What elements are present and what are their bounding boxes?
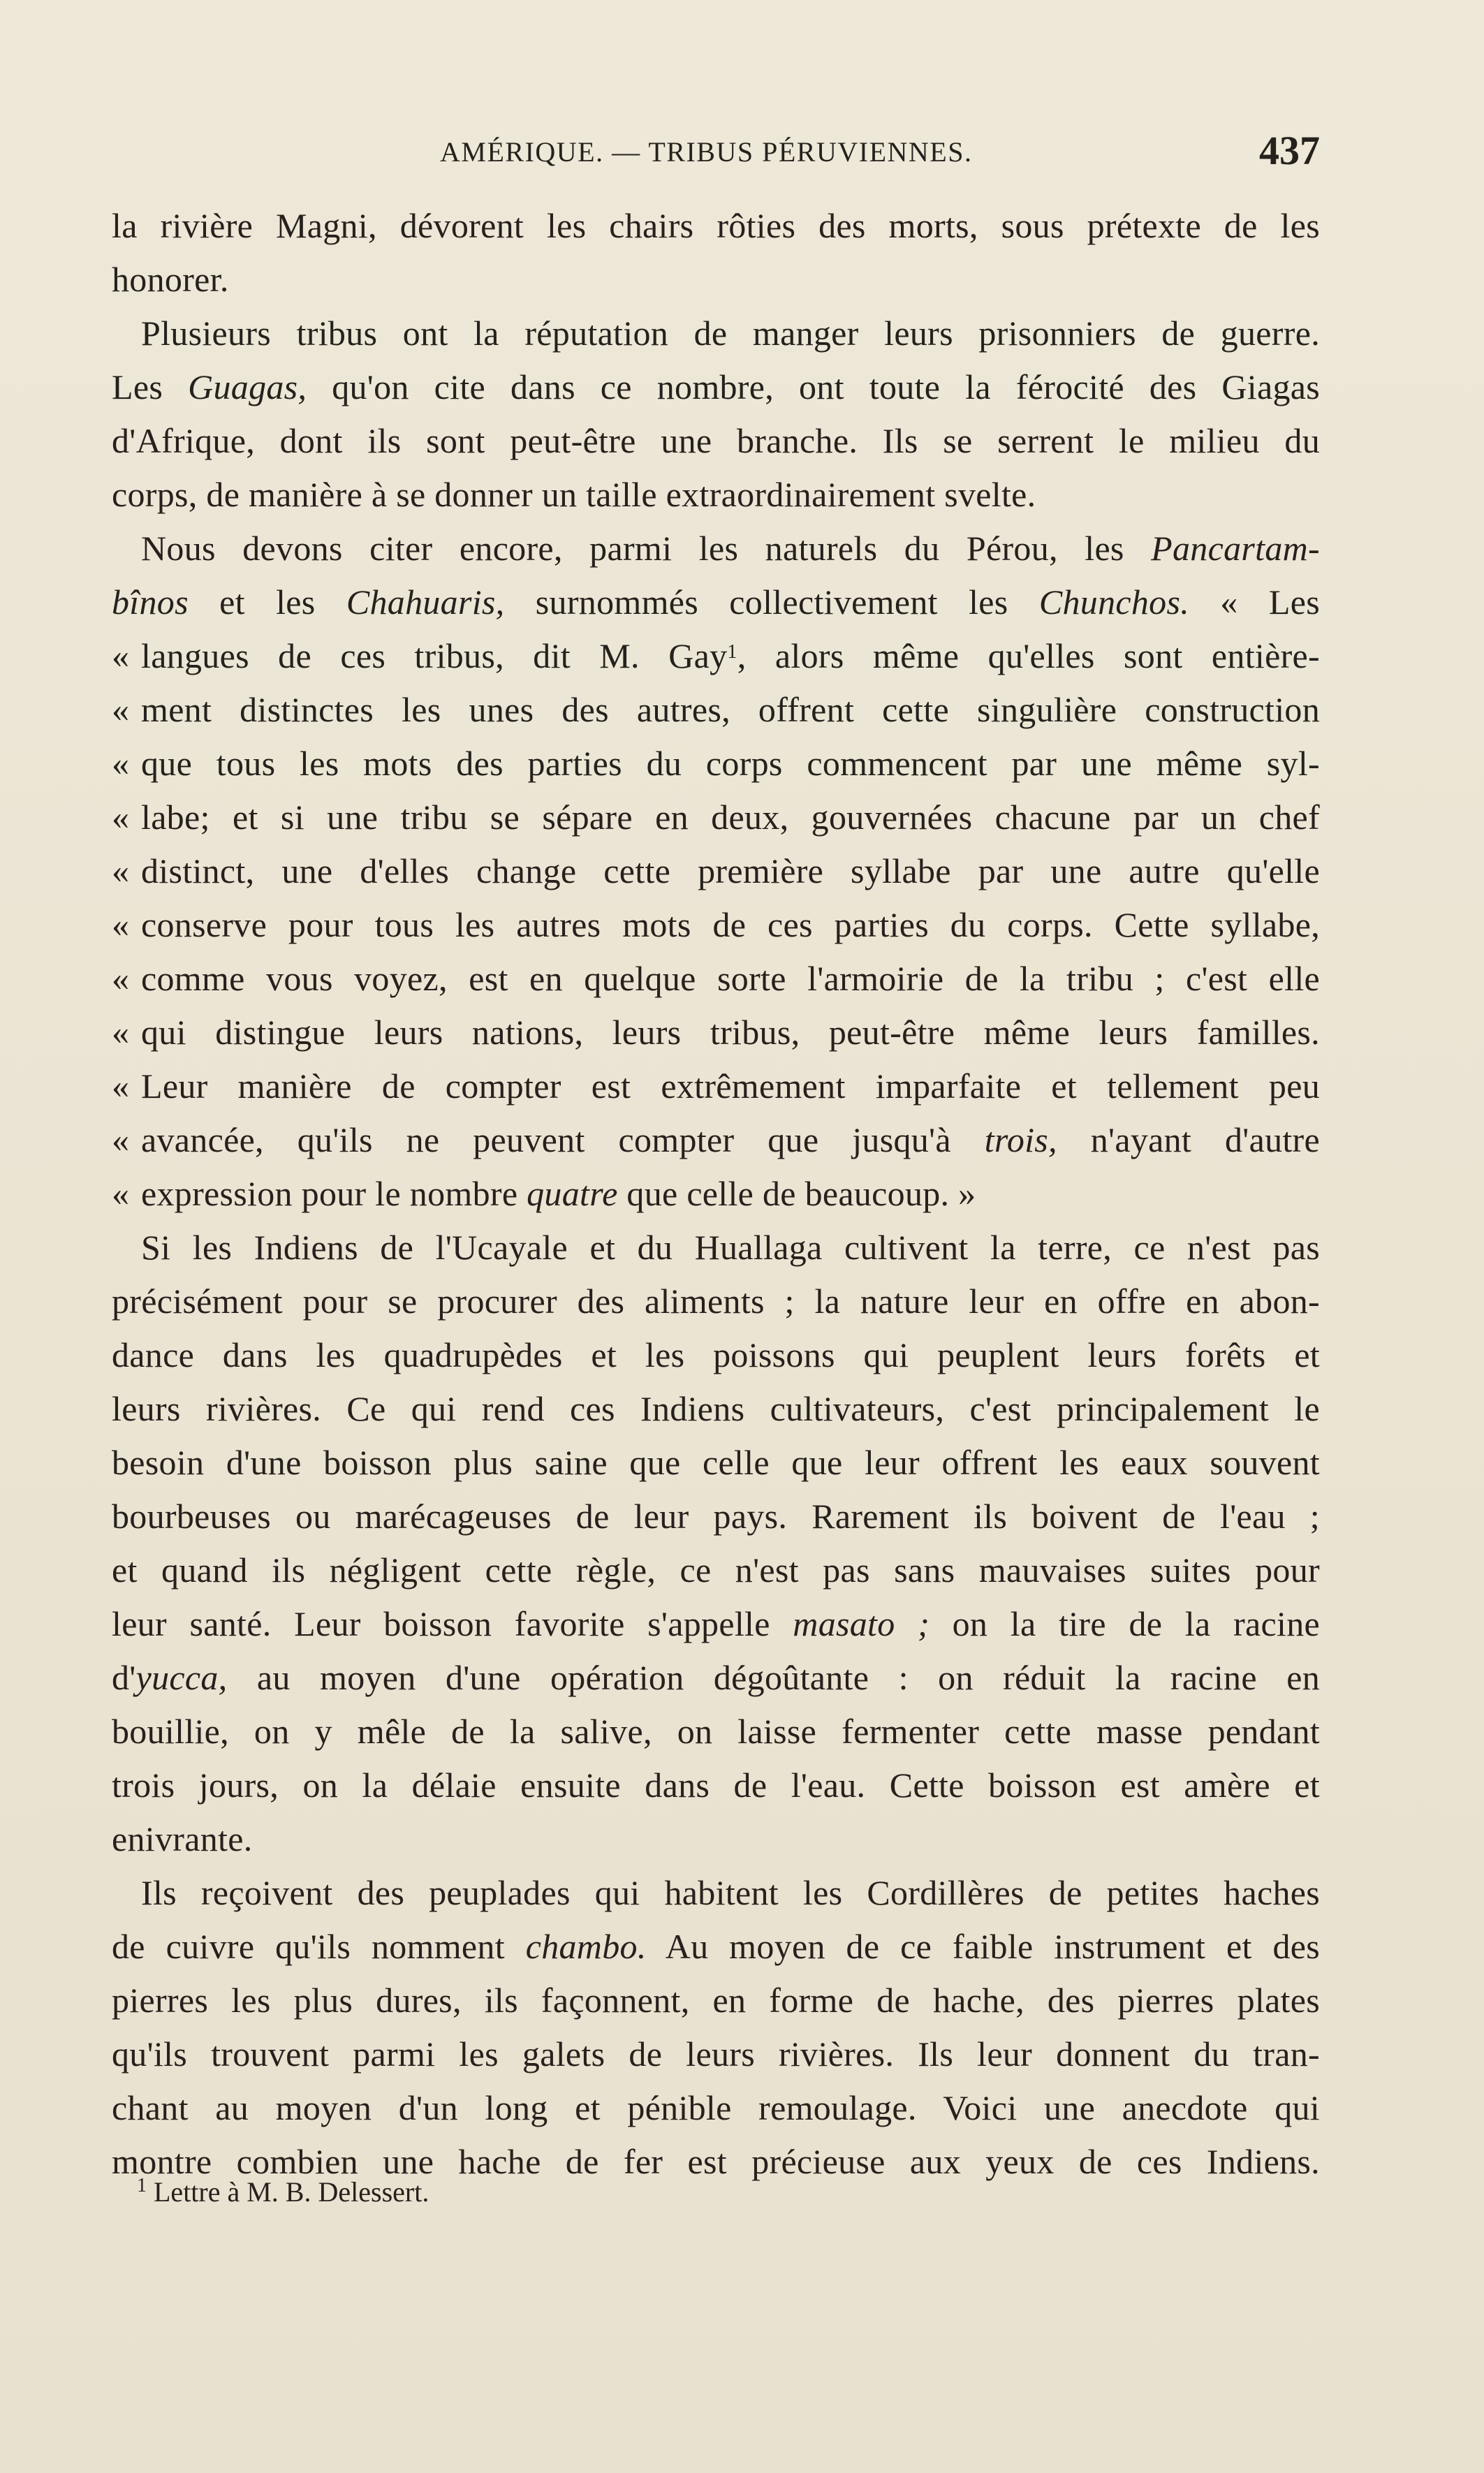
text-line: la rivière Magni, dévorent les chairs rôties des morts, sous prétexte de les [112, 206, 1320, 245]
text-line: et quand ils négligent cette règle, ce n'est pas sans mauvaises suites pour [112, 1550, 1320, 1590]
footnote [137, 2175, 429, 2208]
text-line: bouillie, on y mêle de la salive, on laisse fermenter cette masse pendant [112, 1712, 1320, 1751]
text-line: pierres les plus dures, ils façonnent, en forme de hache, des pierres plates [112, 1981, 1320, 2020]
page-number: 437 [1259, 128, 1320, 173]
quote-mark: « [112, 1174, 130, 1213]
text-line: « Leur manière de compter est extrêmement imparfaite et tellement peu [112, 1059, 1320, 1113]
quote-mark: « [112, 1013, 130, 1052]
text-line: Plusieurs tribus ont la réputation de manger leurs prisonniers de guerre. [141, 314, 1320, 353]
quote-mark: « [112, 744, 130, 783]
italic-term: Pancartam- [1151, 529, 1320, 568]
text-line: « avancée, qu'ils ne peuvent compter que jusqu'à trois, n'ayant d'autre [112, 1113, 1320, 1167]
quote-mark: « [112, 690, 130, 729]
italic-term: Guagas, [188, 367, 307, 406]
quote-mark: « [112, 636, 130, 675]
quote-mark: « [112, 1120, 130, 1159]
quote-mark: « [112, 1066, 130, 1106]
text-line: Les Guagas, qu'on cite dans ce nombre, ont toute la férocité des Giagas [112, 367, 1320, 406]
text-line: précisément pour se procurer des aliments ; la nature leur en offre en abon- [112, 1282, 1320, 1321]
text-line: d'Afrique, dont ils sont peut-être une branche. Ils se serrent le milieu du [112, 421, 1320, 460]
text-line: trois jours, on la délaie ensuite dans de l'eau. Cette boisson est amère et [112, 1766, 1320, 1805]
text-line: de cuivre qu'ils nomment chambo. Au moyen de ce faible instrument et des [112, 1927, 1320, 1966]
text-line: leurs rivières. Ce qui rend ces Indiens cultivateurs, c'est principalement le [112, 1389, 1320, 1428]
text-line: honorer. [112, 260, 229, 299]
footnote-text: Lettre à M. B. Delessert. [147, 2176, 429, 2208]
footnote-marker: 1 [137, 2175, 147, 2196]
italic-term: bînos [112, 582, 189, 622]
text-line: dance dans les quadrupèdes et les poissons qui peuplent leurs forêts et [112, 1335, 1320, 1374]
italic-term: Chahuaris, [346, 582, 505, 622]
text-line: Ils reçoivent des peuplades qui habitent les Cordillères de petites haches [141, 1873, 1320, 1912]
italic-term: trois, [984, 1120, 1057, 1159]
text-line: leur santé. Leur boisson favorite s'appelle masato ; on la tire de la racine [112, 1604, 1320, 1643]
text-line: Nous devons citer encore, parmi les naturels du Pérou, les Pancartam- [141, 529, 1320, 568]
text-line: « comme vous voyez, est en quelque sorte l'armoirie de la tribu ; c'est elle [112, 952, 1320, 1006]
italic-term: masato ; [793, 1604, 930, 1643]
italic-term: quatre [527, 1174, 618, 1213]
text-line: enivrante. [112, 1819, 253, 1858]
text-line: « labe; et si une tribu se sépare en deux, gouvernées chacune par un chef [112, 791, 1320, 844]
text-line: corps, de manière à se donner un taille extraordinairement svelte. [112, 475, 1036, 514]
text-line: qu'ils trouvent parmi les galets de leurs rivières. Ils leur donnent du tran- [112, 2034, 1320, 2074]
quote-mark: « [112, 905, 130, 944]
text-line: bînos et les Chahuaris, surnommés collectivement les Chunchos. « Les [112, 582, 1320, 622]
text-line: d'yucca, au moyen d'une opération dégoûtante : on réduit la racine en [112, 1658, 1320, 1697]
text-line: « qui distingue leurs nations, leurs tribus, peut-être même leurs familles. [112, 1006, 1320, 1059]
quote-mark: « [112, 851, 130, 890]
body-text [112, 199, 1320, 2266]
text-line: bourbeuses ou marécageuses de leur pays. Rarement ils boivent de l'eau ; [112, 1497, 1320, 1536]
italic-term: Chunchos. [1038, 582, 1190, 622]
text-line: montre combien une hache de fer est précieuse aux yeux de ces Indiens. [112, 2142, 1320, 2181]
text-line: « conserve pour tous les autres mots de ces parties du corps. Cette syllabe, [112, 898, 1320, 952]
italic-term: chambo. [525, 1927, 647, 1966]
text-line: « que tous les mots des parties du corps commencent par une même syl- [112, 737, 1320, 791]
text-line: « ment distinctes les unes des autres, offrent cette singulière construction [112, 683, 1320, 737]
text-line: « expression pour le nombre quatre que celle de beaucoup. » [112, 1167, 1320, 1221]
text-line: besoin d'une boisson plus saine que celle que leur offrent les eaux souvent [112, 1443, 1320, 1482]
italic-term: yucca, [135, 1658, 228, 1697]
quote-mark: « [112, 798, 130, 837]
footnote-ref: 1 [727, 641, 737, 663]
text-line: « langues de ces tribus, dit M. Gay$^1$, alors même qu'elles sont entière- [112, 629, 1320, 683]
quote-mark: « [112, 959, 130, 998]
text-line: Si les Indiens de l'Ucayale et du Huallaga cultivent la terre, ce n'est pas [141, 1228, 1320, 1267]
page-header [440, 127, 1320, 176]
text-line: chant au moyen d'un long et pénible remoulage. Voici une anecdote qui [112, 2088, 1320, 2127]
running-head: AMÉRIQUE. — TRIBUS PÉRUVIENNES. [440, 136, 973, 168]
text-line: « distinct, une d'elles change cette première syllabe par une autre qu'elle [112, 844, 1320, 898]
